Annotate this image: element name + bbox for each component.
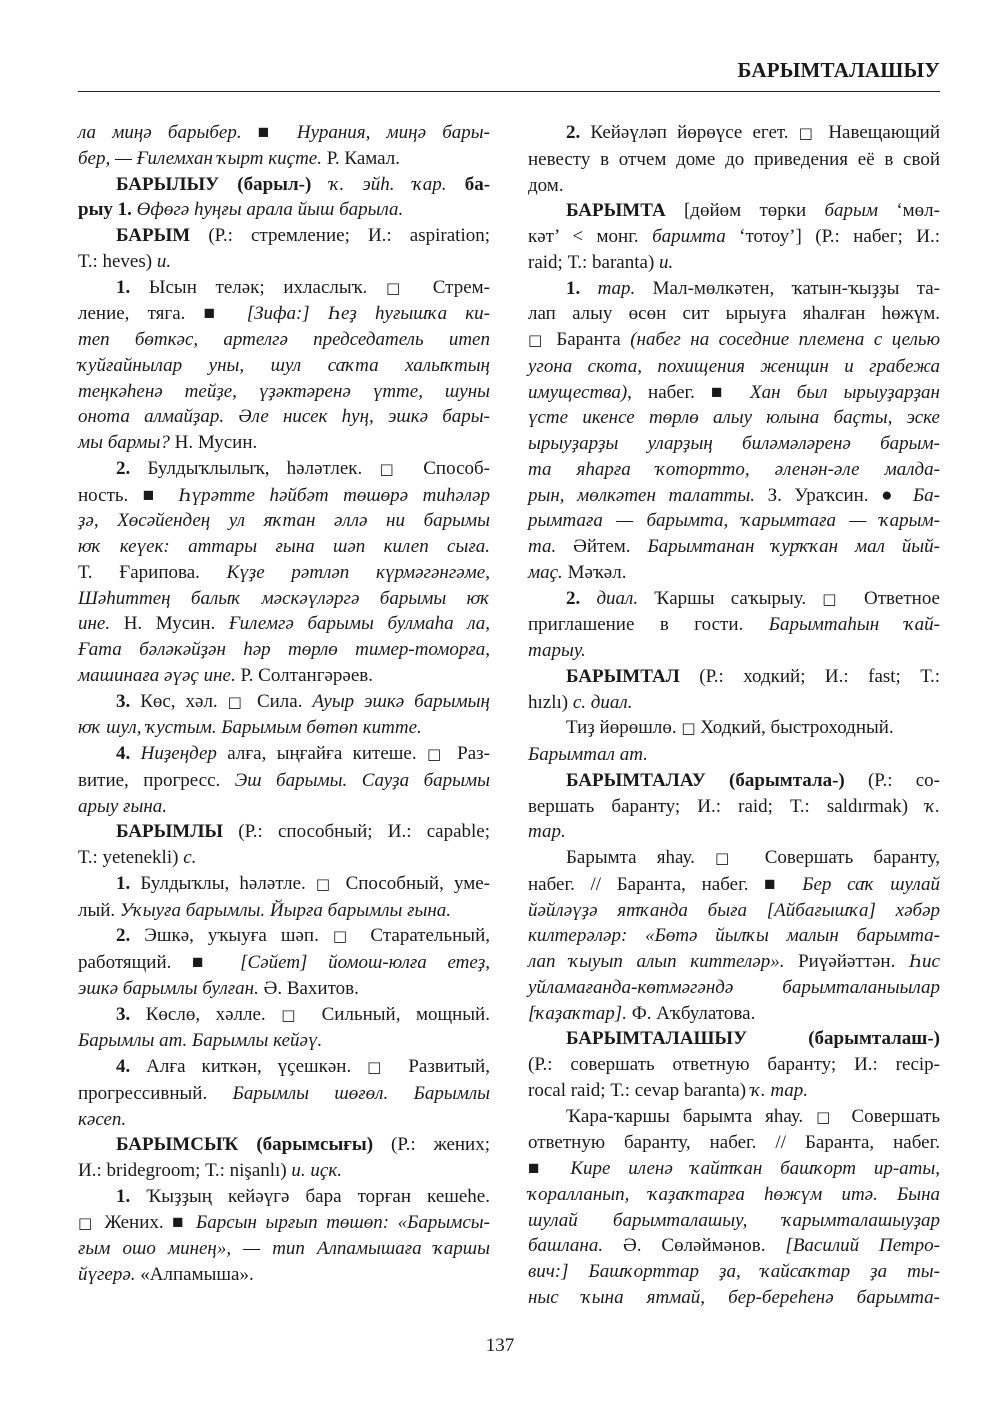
text-line: Барымтал ат. [528, 744, 648, 765]
text-line: шулай барымталашыу, ҡарымталашыуҙар [528, 1209, 940, 1231]
text-line: прогрессивный. Барымлы шөғөл. Барымлы [78, 1082, 490, 1104]
text-line: дом. [528, 174, 564, 196]
translation-marker-icon: □ [714, 849, 745, 867]
text-line: (Р.: совершать ответную баранту; И.: recip- [528, 1054, 940, 1075]
text-line: rocal raid; Т.: cevap baranta) ҡ. тар. [528, 1079, 809, 1101]
text-line: лый. Уҡыуға барымлы. Йырға барымлы ғына. [78, 899, 452, 921]
text-line: ность. ■ Һүрәтте һәйбәт төшөрә тиһәләр [78, 484, 490, 506]
translation-marker-icon: □ [281, 1005, 307, 1024]
text-line: БАРЫМТАЛАУ (барымтала-) (Р.: со- [566, 769, 941, 791]
left-column [78, 120, 490, 1288]
translation-marker-icon: □ [681, 719, 696, 738]
text-line: машинаға әүәҫ ине. Р. Солтангәрәев. [78, 664, 374, 686]
text-line: Шәһиттең балыҡ мәскәүләргә барымы юҡ [78, 587, 490, 609]
text-line: йүгерә. «Алпамыша». [78, 1264, 254, 1285]
text-line: 3. Көслө, хәлле. □ Сильный, мощный. [116, 1003, 490, 1025]
running-head: БАРЫМТАЛАШЫУ [737, 58, 940, 82]
text-line: БАРЫМСЫҠ (барымсығы) (Р.: жених; [116, 1134, 490, 1156]
text-line: набег. // Баранта, набег. ■ Бер саҡ шулай [528, 873, 940, 895]
text-line: ҙә, Хөсәйендең ул яҡтан әллә ни барымы [78, 510, 490, 532]
text-line: имущества), набег. ■ Хан был ырыуҙарҙан [528, 381, 940, 403]
translation-marker-icon: □ [816, 1107, 839, 1126]
text-line: ла миңә барыбер. ■ Нурания, миңә бары- [78, 122, 490, 143]
translation-marker-icon: □ [385, 278, 415, 297]
text-line: вершать баранту; И.: raid; Т.: saldırmak) ҡ. [528, 795, 940, 817]
text-line: бер, — Ғилемхан ҡырт киҫте. Р. Камал. [78, 147, 401, 169]
text-line: 1. тар. Мал-мөлкәтен, ҡатын-ҡыҙҙы та- [566, 277, 940, 299]
text-line: угона скота, похищения женщин и грабежа [528, 355, 940, 377]
text-line: приглашение в гости. Барымтаһын ҡай- [528, 614, 940, 636]
text-line: ■ Кире иленә ҡайтҡан башҡорт ир-аты, [528, 1158, 940, 1179]
text-line: та яһарға ҡотортто, әленән-әле малда- [528, 458, 940, 480]
text-line: БАРЫМТА [дөйөм төрки барым ‘мөл- [566, 200, 940, 222]
translation-marker-icon: □ [822, 589, 848, 608]
right-column [528, 120, 940, 1311]
text-line: теп бөткәс, артелгә председатель итеп [78, 329, 490, 350]
translation-marker-icon: □ [78, 1213, 96, 1232]
translation-marker-icon: □ [379, 459, 407, 478]
text-line: онота алмайҙар. Әле нисек һуң, эшкә бары- [78, 406, 490, 428]
text-line: тар. [528, 821, 566, 843]
text-line: та. Әйтем. Барымтанан ҡурҡҡан мал йый- [528, 536, 940, 557]
text-line: лап ҡыуып алып киттеләр». Риүәйәттән. Һис [528, 951, 940, 972]
text-line: лап алыу өсөн сит ырыуға яһалған һөжүм. [528, 303, 940, 325]
translation-marker-icon: □ [798, 124, 819, 142]
text-line: hızlı) с. диал. [528, 691, 633, 713]
text-line: □ Жених. ■ Барсын ырғып төшөп: «Барымсы- [78, 1211, 490, 1233]
text-line: тарыу. [528, 640, 586, 661]
translation-marker-icon: □ [227, 692, 247, 711]
text-line: Тиҙ йөрөшлө. □ Ходкий, быстроходный. [566, 717, 894, 739]
text-line: ҡуйғайнылар уны, шул саҡта халыҡтың [78, 354, 490, 376]
text-line: вич:] Башҡорттар ҙа, ҡайсаҡтар ҙа ты- [528, 1261, 940, 1282]
text-line: Т.: yetenekli) с. [78, 847, 197, 868]
text-line: уйламағанда-көтмәгәндә барымталаныылар [528, 976, 940, 998]
text-line: Барымлы ат. Барымлы кейәү. [78, 1030, 323, 1052]
text-line: Ғата бәләкәйҙән һәр төрлө тимер-томорға, [78, 639, 490, 660]
text-line: [ҡаҙаҡтар]. Ф. Аҡбулатова. [528, 1002, 756, 1024]
translation-marker-icon: □ [426, 745, 447, 763]
text-line: кәт’ < монг. баримта ‘тотоу’] (Р.: набег; И.: [528, 226, 940, 247]
text-line: арыу ғына. [78, 795, 168, 817]
text-line: ине. Н. Мусин. Ғилемгә барымы булмаһа ла, [78, 613, 490, 635]
text-line: үсте икенсе төрлө алыу юлына баҫты, эске [528, 407, 940, 429]
translation-marker-icon: □ [528, 331, 547, 349]
text-line: 1. Ысын теләк; ихласлыҡ. □ Стрем- [116, 276, 490, 298]
translation-marker-icon: □ [367, 1058, 393, 1076]
text-line: 1. Булдыҡлы, һәләтле. □ Способный, уме- [116, 872, 490, 894]
text-line: 4. Алға киткән, үҫешкән. □ Развитый, [116, 1056, 490, 1077]
text-line: рын, мөлкәтен талатты. З. Ураҡсин. ● Ба- [528, 484, 940, 506]
text-line: килтерәләр: «Бөтә йылҡы малын барымта- [528, 925, 940, 947]
text-line: БАРЫМЛЫ (Р.: способный; И.: capable; [116, 821, 490, 843]
text-line: БАРЫМ (Р.: стремление; И.: aspiration; [116, 225, 490, 246]
translation-marker-icon: □ [332, 927, 357, 946]
text-line: юҡ шул, ҡустым. Барымым бөтөп китте. [78, 717, 422, 739]
text-line: юҡ кеүек: аттары ғына шәп килеп сыға. [78, 536, 490, 557]
text-line: работящий. ■ [Сәйет] йомош-юлға етеҙ, [78, 952, 490, 973]
page-number: 137 [485, 1335, 515, 1356]
text-line: башлана. Ә. Сөләймәнов. [Василий Петро- [528, 1235, 941, 1257]
text-line: Ҡара-ҡаршы барымта яһау. □ Совершать [566, 1105, 940, 1127]
text-line: невесту в отчем доме до приведения её в свой [528, 148, 940, 170]
text-line: Т. Ғарипова. Күҙе рәтләп күрмәгәнгәме, [78, 561, 490, 583]
text-line: ответную баранту, набег. // Баранта, набег. [528, 1132, 940, 1154]
text-line: □ Баранта (набег на соседние племена с целью [528, 329, 940, 350]
text-line: 2. диал. Ҡаршы саҡырыу. □ Ответное [566, 587, 940, 609]
text-line: эшкә барымлы булған. Ә. Вахитов. [78, 977, 359, 999]
header-rule [78, 91, 940, 92]
translation-marker-icon: □ [315, 874, 336, 893]
text-line: И.: bridegroom; Т.: nişanlı) и. иҫк. [78, 1160, 342, 1181]
text-line: 3. Көс, хәл. □ Сила. Ауыр эшкә барымың [116, 690, 490, 712]
text-line: кәсеп. [78, 1108, 127, 1130]
text-line: ление, тяга. ■ [Зифа:] Һеҙ һуғышҡа ки- [78, 303, 490, 325]
text-line: ырыуҙарҙы уларҙың биләмәләренә барым- [528, 433, 940, 454]
text-line: маҫ. Мәҡәл. [528, 561, 627, 583]
text-line: БАРЫМТАЛАШЫУ (барымталаш-) [566, 1028, 940, 1050]
text-line: теңкәһенә тейҙе, үҙәктәренә үтте, шуны [78, 380, 490, 402]
text-line: БАРЫЛЫУ (барыл-) ҡ. эйһ. ҡар. ба- [116, 173, 491, 195]
text-line: raid; Т.: baranta) и. [528, 251, 674, 273]
text-line: 1. Ҡыҙҙың кейәүгә бара торған кешеһе. [116, 1185, 490, 1207]
text-line: мы бармы? Н. Мусин. [78, 432, 258, 453]
text-line: 4. Ниҙеңдер алға, ыңғайға китеше. □ Раз- [116, 743, 490, 764]
text-line: рыу 1. Өфөгә һуңғы арала йыш барыла. [78, 199, 404, 221]
text-line: Барымта яһау. □ Совершать баранту, [566, 847, 941, 868]
text-line: витие, прогресс. Эш барымы. Сауҙа барымы [78, 769, 491, 791]
text-line: 2. Булдыҡлылыҡ, һәләтлек. □ Способ- [116, 457, 490, 479]
text-line: йәйләүҙә ятҡанда быға [Айбағышҡа] хәбәр [528, 899, 940, 921]
text-line: ҡоралланып, ҡаҙаҡтарға һөжүм итә. Бына [528, 1183, 940, 1205]
text-line: рымтаға — барымта, ҡарымтаға — ҡарым- [528, 510, 940, 532]
text-line: 2. Кейәүләп йөрөүсе егет. □ Навещающий [566, 122, 941, 143]
text-line: Т.: heves) и. [78, 250, 172, 272]
text-line: БАРЫМТАЛ (Р.: ходкий; И.: fast; Т.: [566, 665, 940, 687]
text-line: ғым ошо минең», — тип Алпамышаға ҡаршы [78, 1238, 490, 1260]
text-line: ныс ҡына ятмай, бер-береһенә барымта- [528, 1286, 940, 1308]
text-line: 2. Эшкә, уҡыуға шәп. □ Старательный, [116, 925, 490, 947]
